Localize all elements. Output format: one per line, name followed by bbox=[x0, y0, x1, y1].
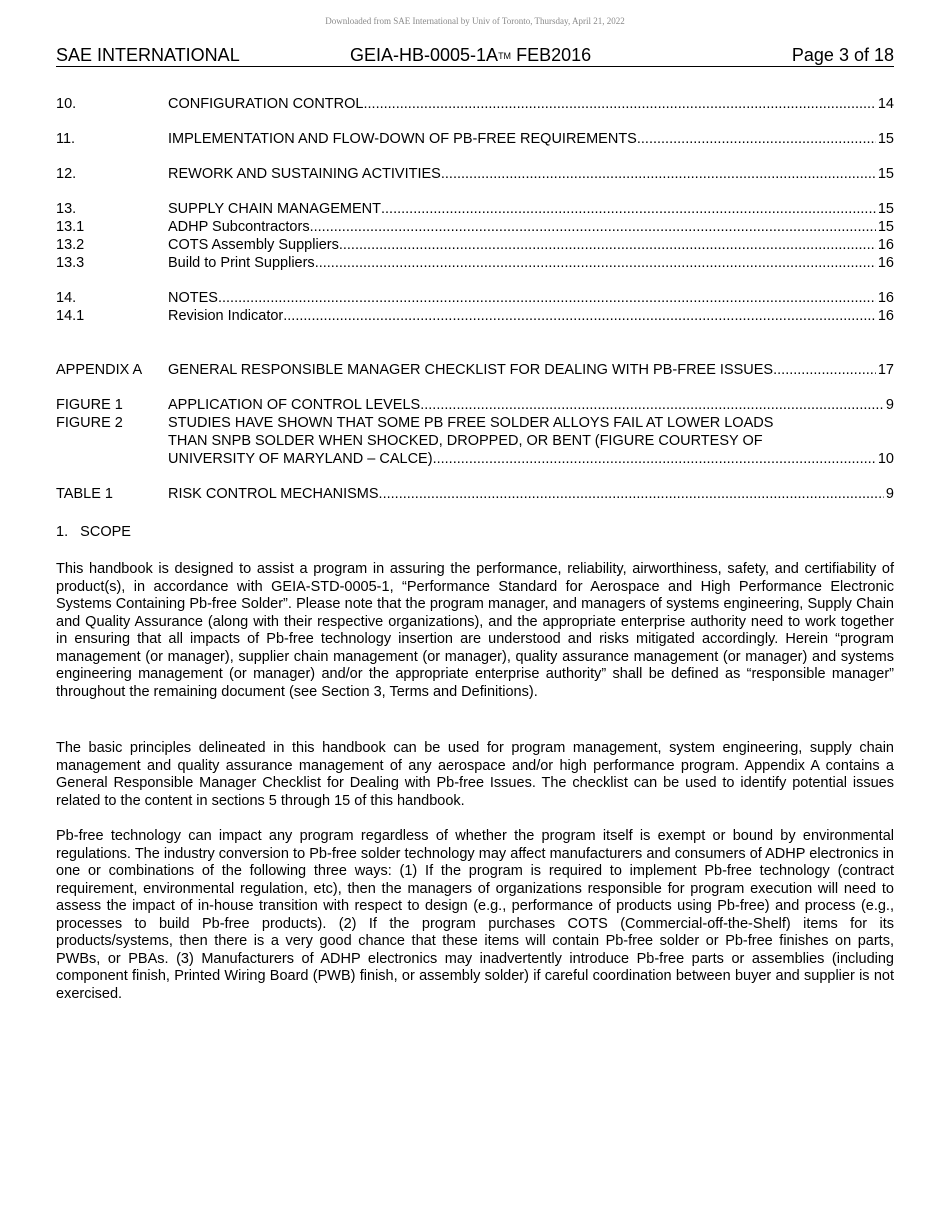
toc-entry[interactable] bbox=[56, 485, 894, 503]
toc-entry[interactable] bbox=[56, 130, 894, 148]
toc-entry[interactable] bbox=[56, 200, 894, 218]
toc-entry-title: THAN SNPB SOLDER WHEN SHOCKED, DROPPED, OR BENT (FIGURE COURTESY OF bbox=[168, 433, 763, 449]
toc-entry-continuation[interactable] bbox=[56, 432, 894, 450]
toc-entry-page: 15 bbox=[877, 166, 894, 182]
toc-entry-page: 15 bbox=[877, 201, 894, 217]
toc-entry-number: APPENDIX A bbox=[56, 362, 143, 378]
toc-entry-page: 16 bbox=[877, 290, 894, 306]
toc-entry-page: 16 bbox=[877, 308, 894, 324]
toc-entry-number: 13. bbox=[56, 201, 77, 217]
toc-entry[interactable] bbox=[56, 289, 894, 307]
toc-entry[interactable] bbox=[56, 236, 894, 254]
toc-entry-number: 13.3 bbox=[56, 255, 85, 271]
toc-entry-title: SUPPLY CHAIN MANAGEMENT bbox=[168, 201, 381, 217]
toc-entry-number: 14.1 bbox=[56, 308, 85, 324]
toc-entry-page: 16 bbox=[877, 237, 894, 253]
toc-leader-dots bbox=[773, 361, 876, 379]
toc-entry-page: 15 bbox=[877, 131, 894, 147]
toc-entry-title: ADHP Subcontractors bbox=[168, 219, 310, 235]
toc-entry[interactable] bbox=[56, 307, 894, 325]
toc-entry-title: Revision Indicator bbox=[168, 308, 284, 324]
toc-entry-page: 17 bbox=[877, 362, 894, 378]
toc-entry-page: 9 bbox=[885, 397, 894, 413]
toc-entry[interactable] bbox=[56, 396, 894, 414]
header-doc-number: GEIA-HB-0005-1A bbox=[350, 45, 499, 65]
toc-entry-page: 10 bbox=[877, 451, 894, 467]
toc-entry-title: IMPLEMENTATION AND FLOW-DOWN OF PB-FREE REQUIREMENTS bbox=[168, 131, 637, 147]
toc-entry-title: REWORK AND SUSTAINING ACTIVITIES bbox=[168, 166, 441, 182]
scope-paragraph-3: Pb-free technology can impact any program regardless of whether the program itself is exempt or bound by environmental regulations. The industry conversion to Pb-free solder technology may affect manufacturers and consumers of ADHP electronics in one or combinations of the following three ways: (1) If the program is required to implement Pb-free technology (contract requirement, environmental regulation, etc), then the managers of organizations responsible for program execution will need to assess the impact of in-house transition with respect to design (e.g., performance of products using Pb-free) and process (e.g., processes to build Pb-free products). (2) If the program purchases COTS (Commercial-off-the-Shelf) items for its products/systems, then there is a very good chance that these items will contain Pb-free solder or Pb-free finishes on parts, PWBs, or PBAs. (3) Manufacturers of ADHP electronics may inadvertently introduce Pb-free parts or assemblies (including component finish, Printed Wiring Board (PWB) finish, or assembly solder) if careful coordination between buyer and supplier is not exercised. bbox=[56, 828, 894, 1002]
scope-paragraph-1: This handbook is designed to assist a program in assuring the performance, reliability, airworthiness, safety, and certifiability of product(s), in accordance with GEIA-STD-0005-1, “Performance Standard for Aerospace and High Performance Electronic Systems Containing Pb-free Solder”. Please note that the program manager, and managers of systems engineering, Supply Chain and Quality Assurance (along with their respective organizations), and the appropriate enterprise authority need to work together in ensuring that all impacts of Pb-free technology insertion are understood and risks mitigated accordingly. Herein “program management (or manager), supplier chain management (or manager), quality assurance management (or manager) and systems engineering management (or manager) and/or the appropriate enterprise authority” shall be defined as “responsible manager” throughout the remaining document (see Section 3, Terms and Definitions). bbox=[56, 561, 894, 700]
section-heading-scope: 1. SCOPE bbox=[56, 524, 131, 540]
header-page-number: Page 3 of 18 bbox=[791, 45, 894, 65]
trademark-mark: TM bbox=[498, 51, 512, 61]
toc-entry-title: STUDIES HAVE SHOWN THAT SOME PB FREE SOLDER ALLOYS FAIL AT LOWER LOADS bbox=[168, 415, 774, 431]
toc-entry-continuation[interactable] bbox=[56, 450, 894, 468]
toc-leader-dots bbox=[441, 165, 876, 183]
toc-entry-number: 12. bbox=[56, 166, 77, 182]
toc-entry-page: 15 bbox=[877, 219, 894, 235]
header-document-id bbox=[350, 45, 591, 66]
toc-leader-dots bbox=[363, 95, 875, 113]
toc-entry-title: APPLICATION OF CONTROL LEVELS bbox=[168, 397, 421, 413]
toc-entry-title: COTS Assembly Suppliers bbox=[168, 237, 339, 253]
header-doc-date: FEB2016 bbox=[516, 45, 592, 65]
toc-entry-page: 14 bbox=[877, 96, 894, 112]
toc-entry-number: 13.1 bbox=[56, 219, 85, 235]
toc-entry-title: NOTES bbox=[168, 290, 218, 306]
page-header bbox=[56, 44, 894, 67]
toc-entry[interactable] bbox=[56, 218, 894, 236]
toc-leader-dots bbox=[637, 130, 876, 148]
toc-entry-number: 13.2 bbox=[56, 237, 85, 253]
toc-entry[interactable] bbox=[56, 165, 894, 183]
download-watermark: Downloaded from SAE International by Univ of Toronto, Thursday, April 21, 2022 bbox=[325, 16, 625, 26]
toc-entry-title: CONFIGURATION CONTROL bbox=[168, 96, 364, 112]
toc-entry-number: FIGURE 2 bbox=[56, 415, 123, 431]
toc-entry-page: 16 bbox=[877, 255, 894, 271]
toc-entry-title: UNIVERSITY OF MARYLAND – CALCE) bbox=[168, 451, 433, 467]
toc-leader-dots bbox=[315, 254, 876, 272]
toc-entry-number: 14. bbox=[56, 290, 77, 306]
toc-leader-dots bbox=[381, 200, 876, 218]
toc-entry-page: 9 bbox=[885, 486, 894, 502]
toc-leader-dots bbox=[310, 218, 876, 236]
toc-entry-number: 10. bbox=[56, 96, 77, 112]
toc-entry-title: Build to Print Suppliers bbox=[168, 255, 315, 271]
toc-leader-dots bbox=[218, 289, 876, 307]
toc-leader-dots bbox=[420, 396, 884, 414]
toc-leader-dots bbox=[379, 485, 884, 503]
toc-entry-title: GENERAL RESPONSIBLE MANAGER CHECKLIST FOR DEALING WITH PB-FREE ISSUES bbox=[168, 362, 774, 378]
toc-leader-dots bbox=[339, 236, 876, 254]
toc-entry[interactable] bbox=[56, 414, 894, 432]
header-organization: SAE INTERNATIONAL bbox=[56, 45, 240, 65]
toc-leader-dots bbox=[433, 450, 876, 468]
toc-entry[interactable] bbox=[56, 254, 894, 272]
toc-leader-dots bbox=[283, 307, 876, 325]
toc-entry-title: RISK CONTROL MECHANISMS bbox=[168, 486, 379, 502]
toc-entry-number: TABLE 1 bbox=[56, 486, 113, 502]
table-of-contents bbox=[56, 95, 894, 503]
toc-entry[interactable] bbox=[56, 95, 894, 113]
scope-paragraph-2: The basic principles delineated in this handbook can be used for program management, system engineering, supply chain management and quality assurance management of any aerospace and/or high performance program. Appendix A contains a General Responsible Manager Checklist for Dealing with Pb-free Issues. The checklist can be used to identify potential issues related to the content in sections 5 through 15 of this handbook. bbox=[56, 740, 894, 809]
toc-entry[interactable] bbox=[56, 361, 894, 379]
toc-entry-number: FIGURE 1 bbox=[56, 397, 123, 413]
toc-entry-number: 11. bbox=[56, 131, 76, 147]
